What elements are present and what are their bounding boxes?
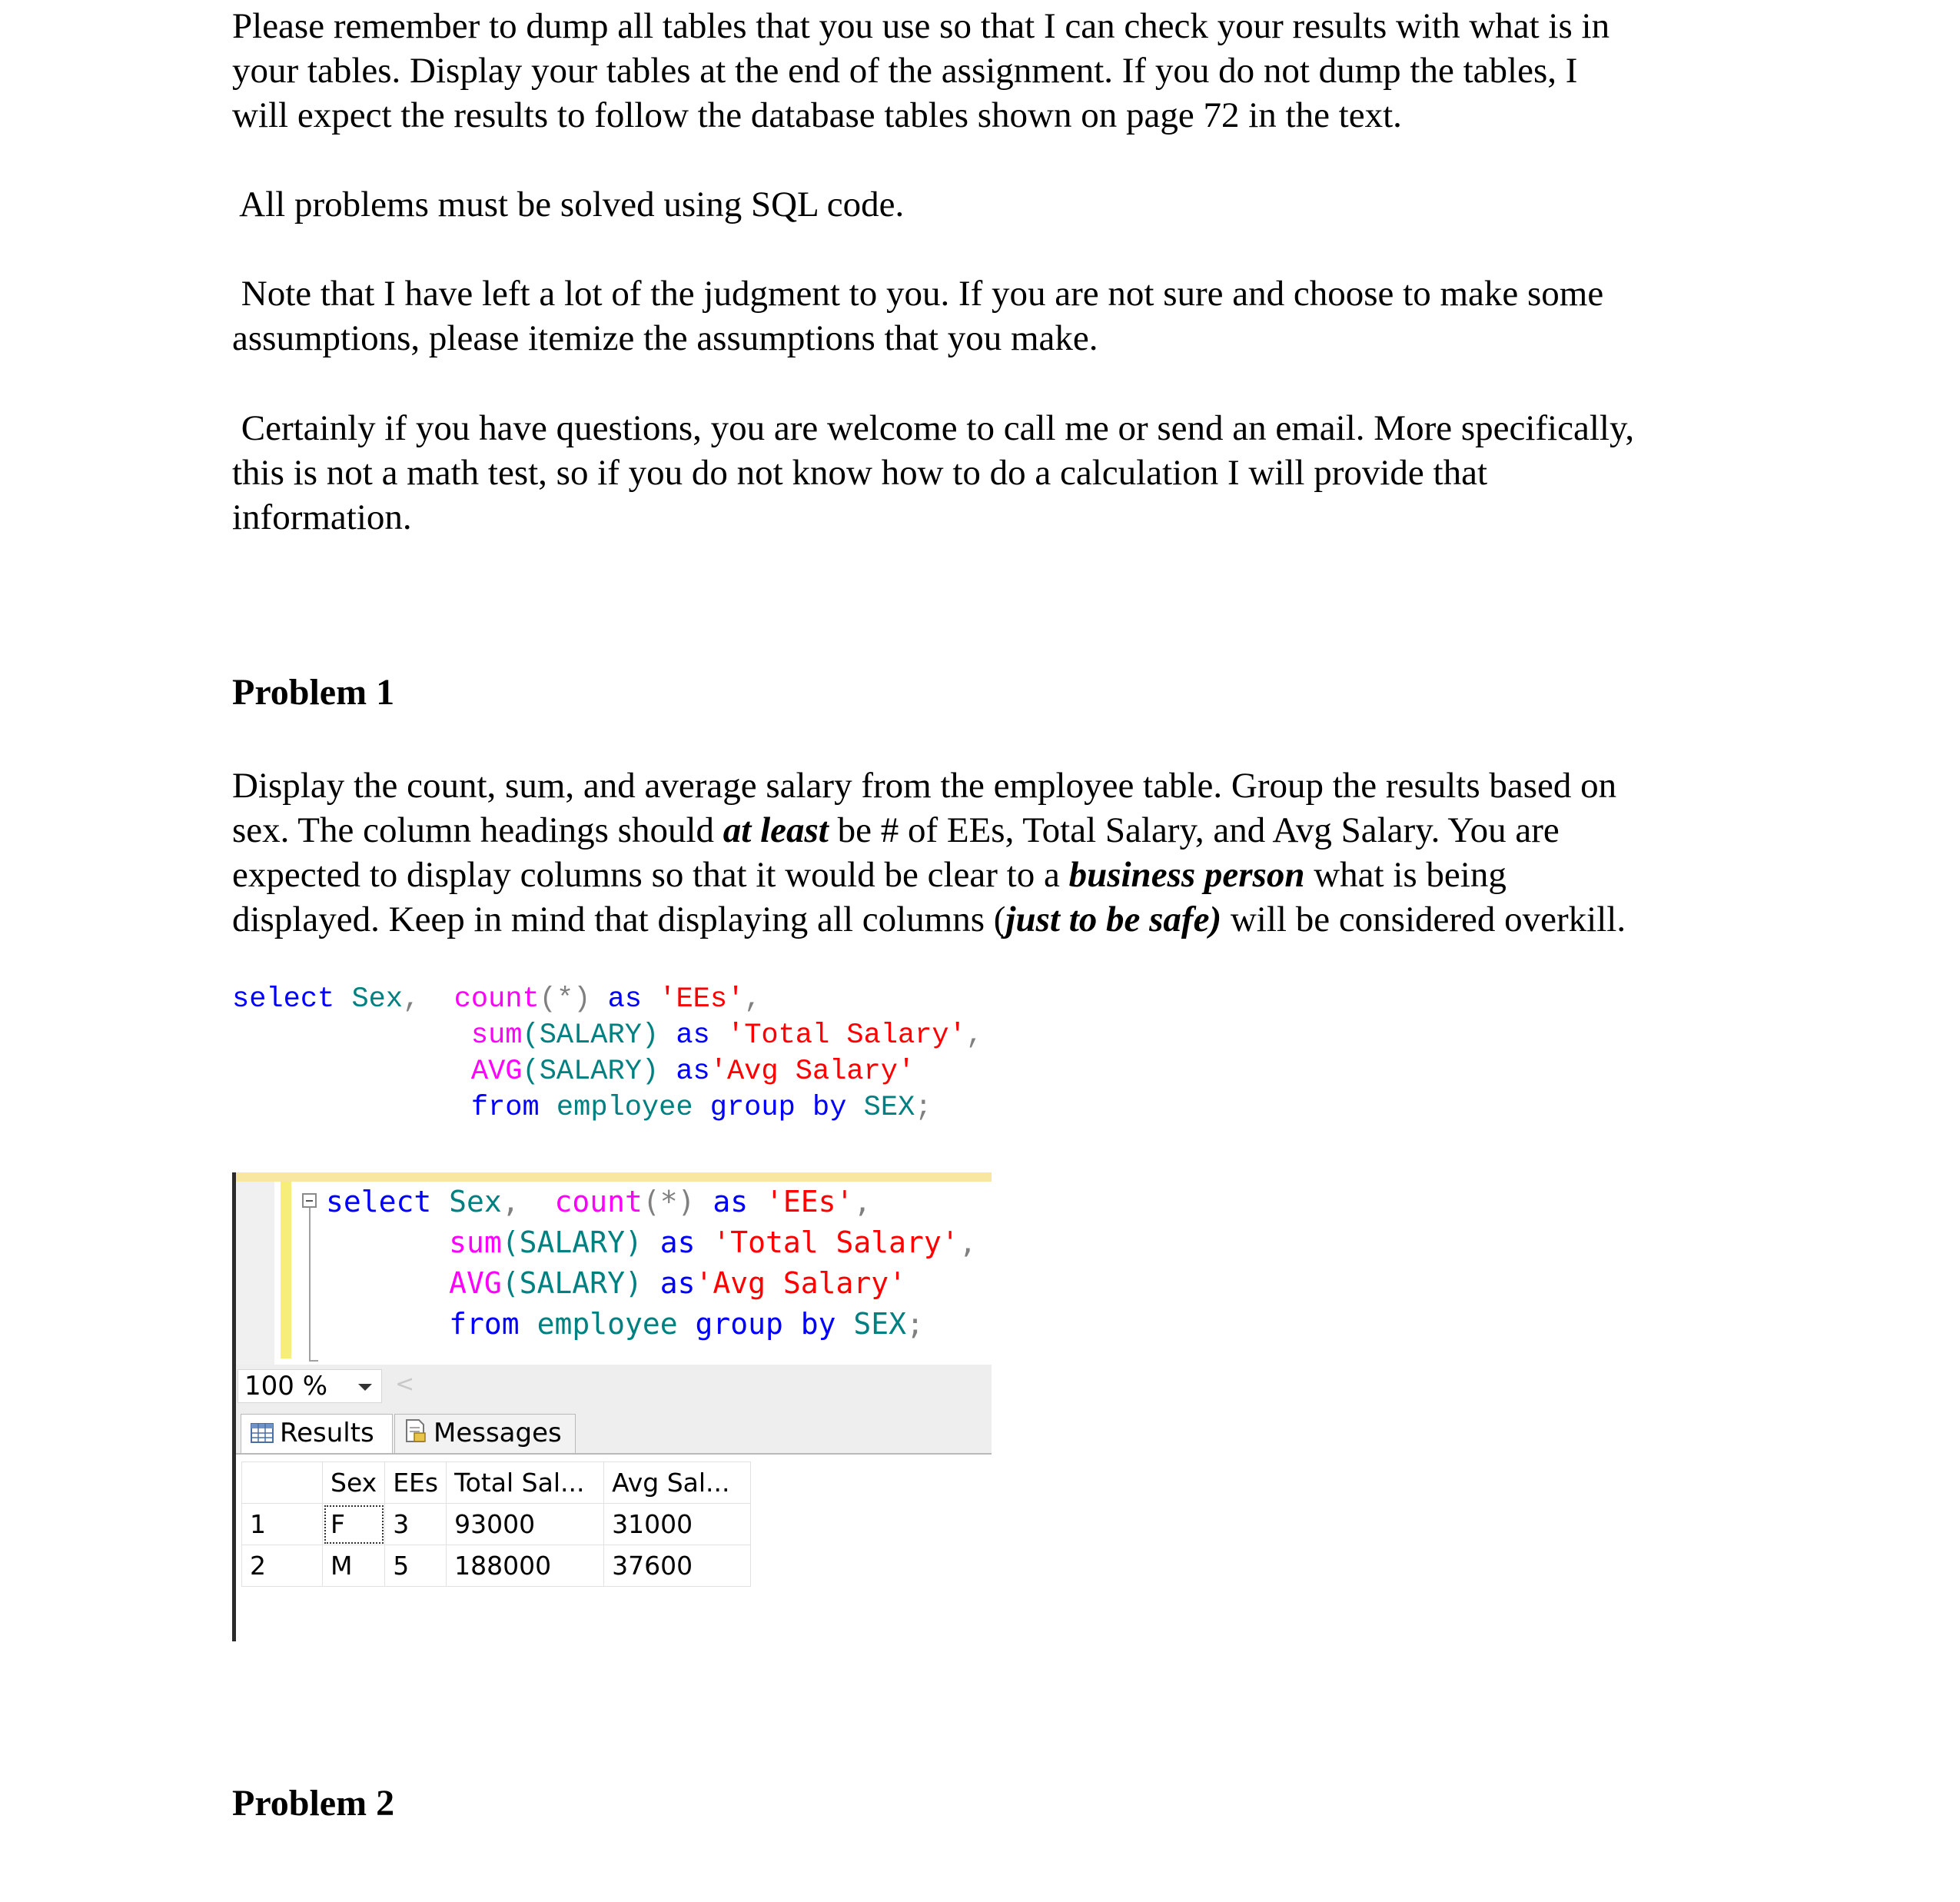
column-header-ees[interactable]: EEs: [385, 1462, 447, 1504]
table-employee: employee: [556, 1092, 693, 1124]
punct: ,: [501, 1185, 520, 1219]
row-number[interactable]: 1: [242, 1504, 323, 1545]
corner-cell[interactable]: [242, 1462, 323, 1504]
column-header-total-salary[interactable]: Total Sal...: [447, 1462, 604, 1504]
punct: ,: [403, 983, 420, 1016]
fragment: what is being: [1304, 855, 1507, 895]
results-header-row: [242, 1462, 751, 1504]
results-tabstrip: [236, 1409, 992, 1455]
punct: (*): [642, 1185, 696, 1219]
kw-as: as: [659, 1225, 696, 1259]
fn-count: count: [453, 983, 540, 1016]
fn-avg: AVG: [449, 1266, 502, 1300]
cell-ees[interactable]: 5: [385, 1545, 447, 1587]
kw-as: as: [607, 983, 643, 1016]
messages-icon: [404, 1416, 427, 1453]
punct: ,: [744, 983, 762, 1016]
tab-messages-label: Messages: [434, 1418, 562, 1448]
problem-2-heading: Problem 2: [232, 1783, 395, 1824]
kw-from: from: [449, 1307, 520, 1341]
grid-icon: [251, 1416, 274, 1453]
str-total-salary: 'Total Salary': [726, 1019, 966, 1052]
col-sex-upper: SEX: [853, 1307, 907, 1341]
fn-avg: AVG: [470, 1056, 523, 1088]
fragment: sex. The column headings should: [232, 810, 723, 850]
zoom-bar: [236, 1365, 992, 1409]
punct: ,: [965, 1019, 984, 1052]
cell-avg-salary[interactable]: 37600: [604, 1545, 751, 1587]
cell-sex[interactable]: M: [323, 1545, 385, 1587]
text-line: All problems must be solved using SQL code.: [232, 185, 905, 224]
col-sex-upper: SEX: [863, 1092, 915, 1124]
cell-ees[interactable]: 3: [385, 1504, 447, 1545]
kw-select: select: [326, 1185, 432, 1219]
editor-gutter: [236, 1182, 274, 1378]
fold-guide: [309, 1208, 311, 1362]
arg-salary: (SALARY): [522, 1056, 659, 1088]
editor-top-bar: [236, 1172, 992, 1182]
table-employee: employee: [537, 1307, 678, 1341]
row-number[interactable]: 2: [242, 1545, 323, 1587]
tab-results-label: Results: [280, 1418, 374, 1448]
table-row: [242, 1504, 751, 1545]
change-tracking-bar: [281, 1182, 291, 1358]
text-line: this is not a math test, so if you do not know how to do a calculation I will provide that: [232, 453, 1488, 493]
text-line: Please remember to dump all tables that you use so that I can check your results with what is in: [232, 6, 1610, 46]
intro-paragraph-4: [232, 406, 1754, 540]
kw-as: as: [676, 1056, 710, 1088]
col-sex: Sex: [449, 1185, 502, 1219]
kw-group: group: [695, 1307, 783, 1341]
text-line: Display the count, sum, and average salary from the employee table. Group the results based on: [232, 766, 1617, 806]
problem-1-heading: Problem 1: [232, 672, 395, 713]
intro-paragraph-3: [232, 271, 1754, 361]
emphasis-business-person: business person: [1068, 855, 1305, 895]
text-line: Certainly if you have questions, you are welcome to call me or send an email. More specifically,: [232, 408, 1635, 448]
punct: ;: [906, 1307, 924, 1341]
punct: ,: [958, 1225, 977, 1259]
kw-select: select: [232, 983, 335, 1016]
kw-as: as: [713, 1185, 749, 1219]
table-row: [242, 1545, 751, 1587]
kw-as: as: [676, 1019, 710, 1052]
text-line: assumptions, please itemize the assumptions that you make.: [232, 318, 1098, 358]
arg-salary: (SALARY): [501, 1225, 643, 1259]
text-line: will expect the results to follow the database tables shown on page 72 in the text.: [232, 95, 1402, 135]
punct: ;: [915, 1092, 932, 1124]
fragment: expected to display columns so that it would be clear to a: [232, 855, 1069, 895]
cell-total-salary[interactable]: 93000: [447, 1504, 604, 1545]
results-grid: [241, 1461, 751, 1587]
punct: (*): [539, 983, 591, 1016]
problem-1-description: [232, 763, 1754, 942]
column-header-sex[interactable]: Sex: [323, 1462, 385, 1504]
fn-sum: sum: [470, 1019, 523, 1052]
cell-sex[interactable]: F: [323, 1504, 385, 1545]
arg-salary: (SALARY): [522, 1019, 659, 1052]
sql-code-block: [232, 982, 983, 1126]
kw-as: as: [659, 1266, 696, 1300]
kw-by: by: [812, 1092, 847, 1124]
fragment: displayed. Keep in mind that displaying all columns (: [232, 899, 1006, 939]
collapse-icon[interactable]: [302, 1193, 317, 1208]
scroll-left-icon[interactable]: <: [395, 1371, 415, 1398]
emphasis-just-to-be-safe: just to be safe): [1005, 899, 1222, 939]
text-line: [232, 853, 1754, 897]
punct: ,: [853, 1185, 872, 1219]
str-ees: 'EEs': [659, 983, 745, 1016]
text-line: [232, 808, 1754, 853]
text-line: Note that I have left a lot of the judgment to you. If you are not sure and choose to make some: [232, 274, 1604, 314]
cell-avg-salary[interactable]: 31000: [604, 1504, 751, 1545]
str-avg-salary: 'Avg Salary': [709, 1056, 915, 1088]
text-line: [232, 897, 1754, 942]
fold-guide-end: [309, 1360, 318, 1362]
str-avg-salary: 'Avg Salary': [695, 1266, 907, 1300]
str-ees: 'EEs': [766, 1185, 854, 1219]
fragment: be # of EEs, Total Salary, and Avg Salary. You are: [828, 810, 1560, 850]
fragment: will be considered overkill.: [1221, 899, 1626, 939]
column-header-avg-salary[interactable]: Avg Sal...: [604, 1462, 751, 1504]
str-total-salary: 'Total Salary': [713, 1225, 959, 1259]
col-sex: Sex: [351, 983, 404, 1016]
zoom-dropdown[interactable]: [238, 1369, 382, 1403]
intro-paragraph-1: [232, 4, 1754, 138]
ssms-screenshot: [232, 1172, 992, 1641]
fn-sum: sum: [449, 1225, 502, 1259]
query-editor[interactable]: [326, 1182, 977, 1345]
arg-salary: (SALARY): [501, 1266, 643, 1300]
kw-group: group: [709, 1092, 796, 1124]
intro-paragraph-2: [232, 182, 1754, 227]
zoom-value: 100 %: [244, 1371, 328, 1402]
text-line: information.: [232, 497, 412, 537]
tab-results[interactable]: [241, 1414, 393, 1453]
text-line: your tables. Display your tables at the end of the assignment. If you do not dump the tables, I: [232, 51, 1578, 91]
cell-total-salary[interactable]: 188000: [447, 1545, 604, 1587]
fn-count: count: [554, 1185, 643, 1219]
kw-from: from: [470, 1092, 540, 1124]
chevron-down-icon: [358, 1384, 372, 1391]
tab-messages[interactable]: [394, 1414, 576, 1453]
emphasis-at-least: at least: [723, 810, 829, 850]
kw-by: by: [800, 1307, 836, 1341]
